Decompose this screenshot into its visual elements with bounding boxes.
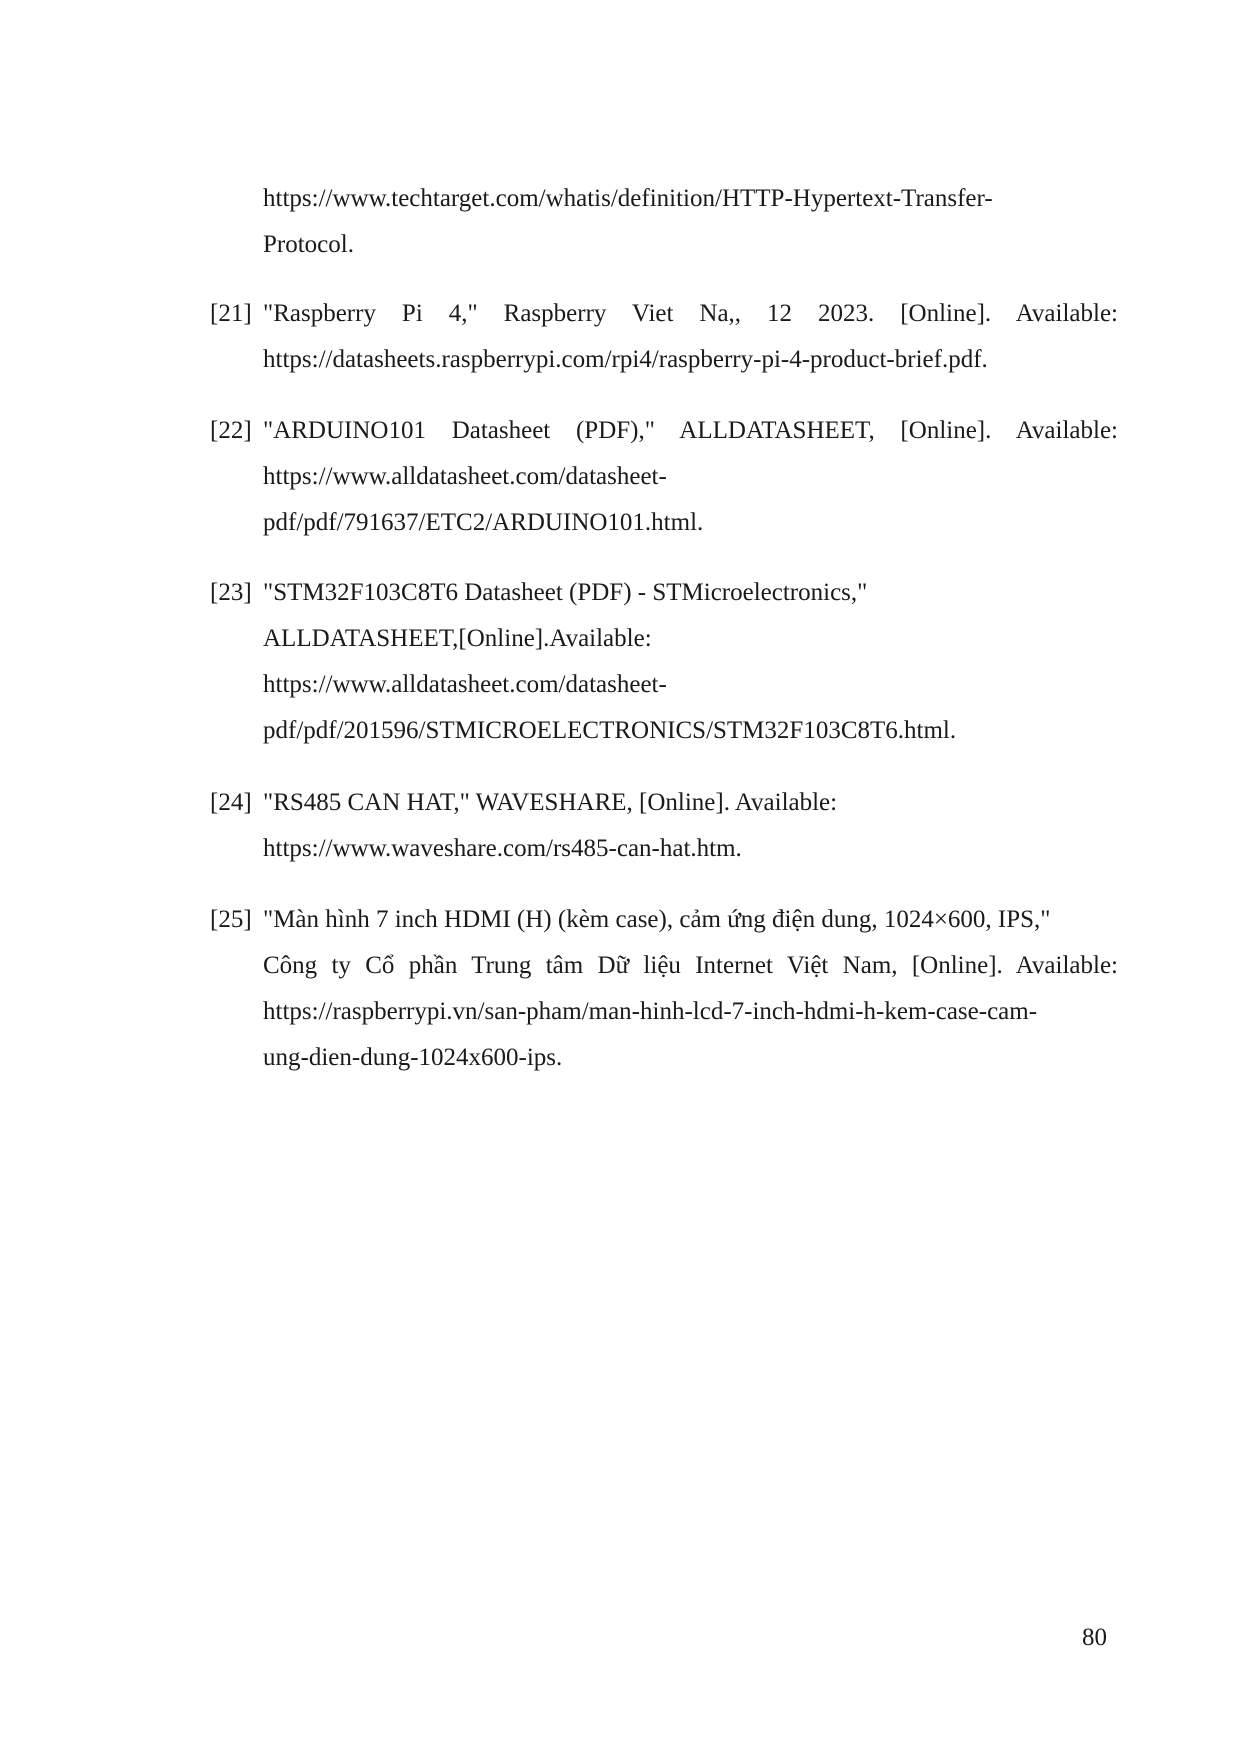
reference-24 bbox=[210, 780, 1118, 872]
reference-line: "STM32F103C8T6 Datasheet (PDF) - STMicroelectronics," bbox=[263, 579, 868, 606]
reference-number: [24] bbox=[210, 789, 252, 816]
reference-line: "Màn hình 7 inch HDMI (H) (kèm case), cảm ứng điện dung, 1024×600, IPS," bbox=[263, 906, 1051, 933]
reference-url-line: https://raspberrypi.vn/san-pham/man-hinh-lcd-7-inch-hdmi-h-kem-case-cam- bbox=[263, 998, 1038, 1025]
reference-url-line: https://www.alldatasheet.com/datasheet- bbox=[263, 671, 667, 698]
reference-url-line: https://datasheets.raspberrypi.com/rpi4/raspberry-pi-4-product-brief.pdf. bbox=[263, 346, 988, 373]
reference-20-continuation bbox=[263, 176, 1118, 268]
reference-line: "ARDUINO101 Datasheet (PDF)," ALLDATASHEET, [Online]. Available: bbox=[263, 417, 1118, 444]
reference-text bbox=[263, 897, 1118, 1081]
reference-21 bbox=[210, 291, 1118, 383]
reference-number: [22] bbox=[210, 417, 252, 444]
reference-22 bbox=[210, 408, 1118, 546]
reference-number: [21] bbox=[210, 300, 252, 327]
page-number: 80 bbox=[1082, 1624, 1107, 1651]
reference-20-url-end-line: Protocol. bbox=[263, 231, 354, 258]
reference-23 bbox=[210, 570, 1118, 754]
reference-number: [25] bbox=[210, 906, 252, 933]
reference-25 bbox=[210, 897, 1118, 1081]
reference-line: ALLDATASHEET,[Online].Available: bbox=[263, 625, 652, 652]
reference-text bbox=[263, 408, 1118, 546]
reference-url-line: https://www.alldatasheet.com/datasheet- bbox=[263, 463, 667, 490]
reference-url-line: ung-dien-dung-1024x600-ips. bbox=[263, 1044, 563, 1071]
reference-line: Công ty Cổ phần Trung tâm Dữ liệu Internet Việt Nam, [Online]. Available: bbox=[263, 952, 1118, 979]
reference-text bbox=[263, 291, 1118, 383]
reference-20-url-line: https://www.techtarget.com/whatis/definition/HTTP-Hypertext-Transfer- bbox=[263, 185, 993, 212]
reference-line: "Raspberry Pi 4," Raspberry Viet Na,, 12 2023. [Online]. Available: bbox=[263, 300, 1118, 327]
reference-url-line: pdf/pdf/201596/STMICROELECTRONICS/STM32F103C8T6.html. bbox=[263, 717, 957, 744]
reference-text bbox=[263, 780, 1118, 872]
reference-number: [23] bbox=[210, 579, 252, 606]
reference-url-line: https://www.waveshare.com/rs485-can-hat.htm. bbox=[263, 835, 742, 862]
reference-line: "RS485 CAN HAT," WAVESHARE, [Online]. Available: bbox=[263, 789, 838, 816]
reference-url-line: pdf/pdf/791637/ETC2/ARDUINO101.html. bbox=[263, 509, 704, 536]
reference-text bbox=[263, 570, 1118, 754]
